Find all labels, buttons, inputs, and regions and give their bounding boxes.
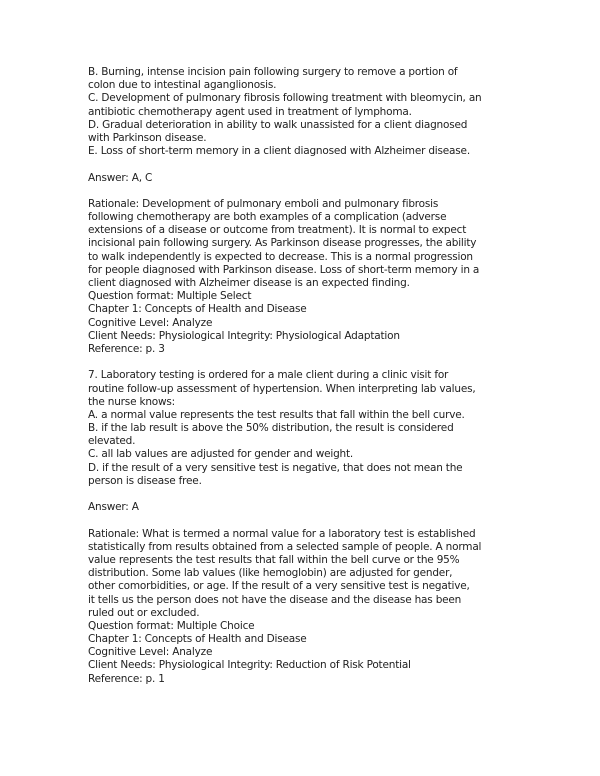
option-c-line: antibiotic chemotherapy agent used in treatment of lymphoma. xyxy=(88,105,412,118)
rationale-line: ruled out or excluded. xyxy=(88,606,200,619)
reference-line: Reference: p. 1 xyxy=(88,672,165,685)
question-stem-line: routine follow-up assessment of hypertension. When interpreting lab values, xyxy=(88,382,476,395)
rationale-line: to walk independently is expected to decrease. This is a normal progression xyxy=(88,250,473,263)
client-needs-line: Client Needs: Physiological Integrity: Physiological Adaptation xyxy=(88,329,400,342)
option-b-line: colon due to intestinal aganglionosis. xyxy=(88,79,277,92)
rationale-line: statistically from results obtained from a selected sample of people. A normal xyxy=(88,540,482,553)
rationale-line: incisional pain following surgery. As Parkinson disease progresses, the ability xyxy=(88,237,477,250)
option-a-line: A. a normal value represents the test results that fall within the bell curve. xyxy=(88,408,465,421)
option-d-line: person is disease free. xyxy=(88,474,202,487)
question7-answer-block xyxy=(88,501,590,514)
rationale-line: distribution. Some lab values (like hemoglobin) are adjusted for gender, xyxy=(88,567,453,580)
cognitive-level-line: Cognitive Level: Analyze xyxy=(88,646,213,659)
chapter-line: Chapter 1: Concepts of Health and Disease xyxy=(88,633,307,646)
rationale-line: for people diagnosed with Parkinson disease. Loss of short-term memory in a xyxy=(88,263,480,276)
rationale-line: extensions of a disease or outcome from treatment). It is normal to expect xyxy=(88,224,467,237)
question7-stem-options-block xyxy=(88,369,590,488)
document-content xyxy=(88,66,590,686)
answer-line: Answer: A xyxy=(88,501,139,514)
rationale-line: other comorbidities, or age. If the result of a very sensitive test is negative, xyxy=(88,580,470,593)
question7-rationale-block xyxy=(88,528,590,686)
option-b-line: elevated. xyxy=(88,435,136,448)
option-b-line: B. if the lab result is above the 50% distribution, the result is considered xyxy=(88,422,454,435)
option-e-line: E. Loss of short-term memory in a client diagnosed with Alzheimer disease. xyxy=(88,145,470,158)
question-stem-line: 7. Laboratory testing is ordered for a male client during a clinic visit for xyxy=(88,369,449,382)
rationale-line: Rationale: What is termed a normal value for a laboratory test is established xyxy=(88,527,476,540)
rationale-line: it tells us the person does not have the disease and the disease has been xyxy=(88,593,462,606)
rationale-line: Rationale: Development of pulmonary emboli and pulmonary fibrosis xyxy=(88,197,439,210)
answer-line: Answer: A, C xyxy=(88,171,153,184)
rationale-line: value represents the test results that fall within the bell curve or the 95% xyxy=(88,553,460,566)
cognitive-level-line: Cognitive Level: Analyze xyxy=(88,316,213,329)
question-stem-line: the nurse knows: xyxy=(88,395,176,408)
question-format-line: Question format: Multiple Choice xyxy=(88,619,255,632)
option-d-line: D. Gradual deterioration in ability to walk unassisted for a client diagnosed xyxy=(88,118,468,131)
chapter-line: Chapter 1: Concepts of Health and Disease xyxy=(88,303,307,316)
rationale-line: following chemotherapy are both examples of a complication (adverse xyxy=(88,211,447,224)
option-b-line: B. Burning, intense incision pain following surgery to remove a portion of xyxy=(88,66,458,78)
question6-rationale-block xyxy=(88,198,590,356)
option-c-line: C. all lab values are adjusted for gender and weight. xyxy=(88,448,354,461)
option-d-line: with Parkinson disease. xyxy=(88,131,207,144)
option-d-line: D. if the result of a very sensitive test is negative, that does not mean the xyxy=(88,461,463,474)
question-format-line: Question format: Multiple Select xyxy=(88,290,252,303)
client-needs-line: Client Needs: Physiological Integrity: Reduction of Risk Potential xyxy=(88,659,411,672)
option-c-line: C. Development of pulmonary fibrosis following treatment with bleomycin, an xyxy=(88,92,482,105)
reference-line: Reference: p. 3 xyxy=(88,342,165,355)
question6-options-block xyxy=(88,66,590,158)
rationale-line: client diagnosed with Alzheimer disease is an expected finding. xyxy=(88,277,410,289)
question6-answer-block xyxy=(88,172,590,185)
